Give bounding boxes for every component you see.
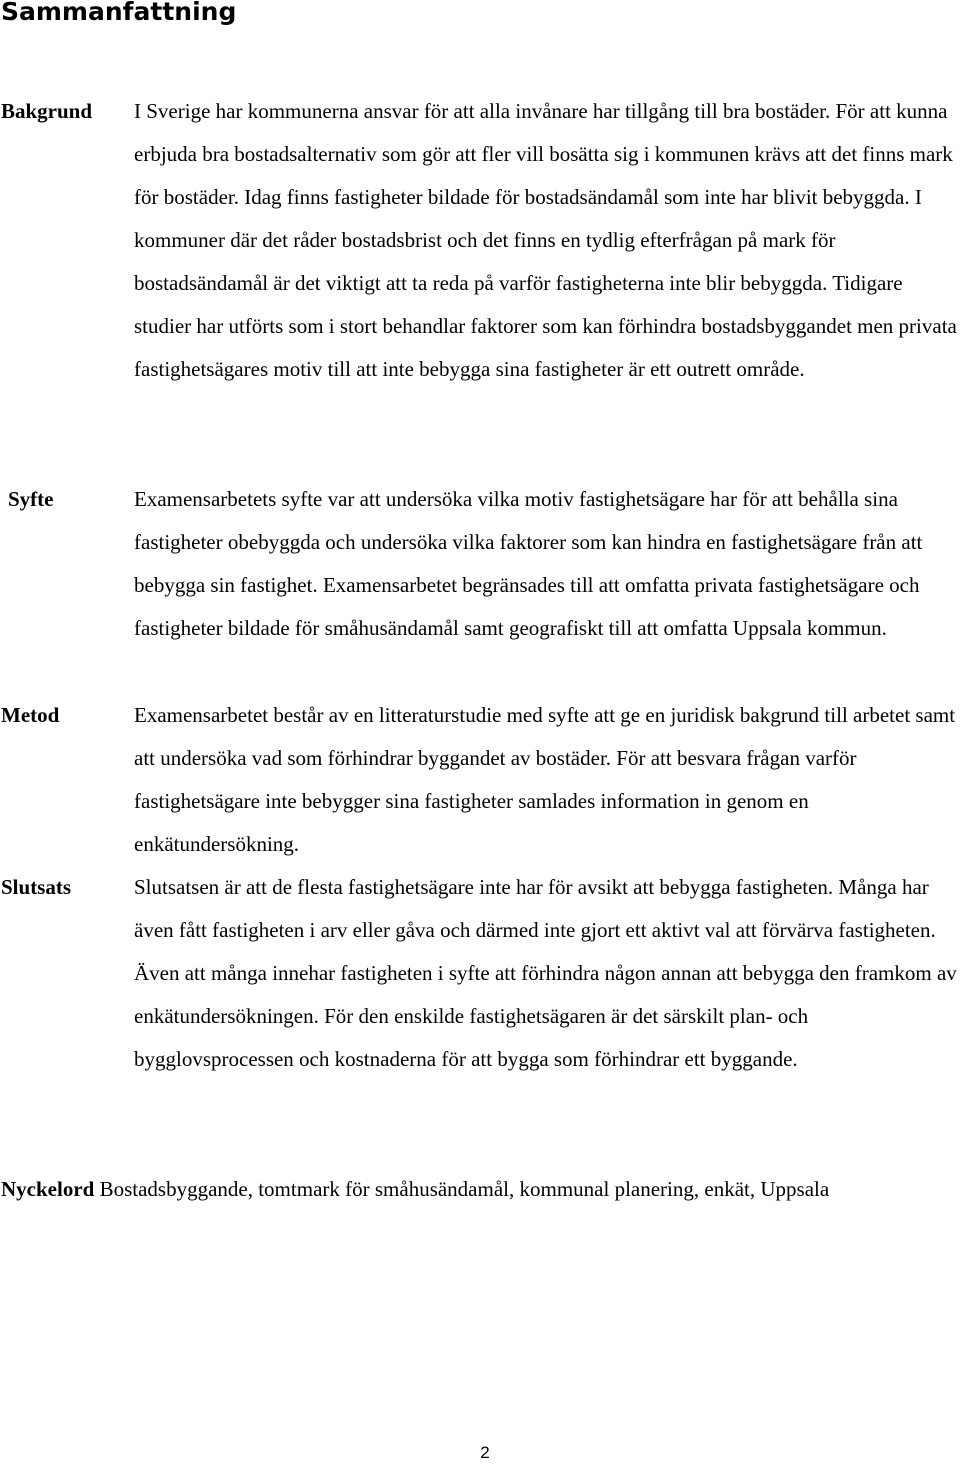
page-number: 2 — [480, 1443, 490, 1462]
section-text-slutsats: Slutsatsen är att de flesta fastighetsägare inte har för avsikt att bebygga fastigheten. Många har även fått fastigheten i arv eller gåva och därmed inte gjort ett aktivt val att förvärva fastigheten. Även att många innehar fastigheten i syfte att förhindra någon annan att bebygga den framkom av enkätundersökningen. För den enskilde fastighetsägaren är det särskilt plan- och bygglovsprocessen och kostnaderna för att bygga som förhindrar ett byggande. — [134, 875, 957, 1071]
section-text-bakgrund: I Sverige har kommunerna ansvar för att alla invånare har tillgång till bra bostäder. För att kunna erbjuda bra bostadsalternativ som gör att fler vill bosätta sig i kommunen krävs att det finns mark för bostäder. Idag finns fastigheter bildade för bostadsändamål som inte har blivit bebyggda. I kommuner där det råder bostadsbrist och det finns en tydlig efterfrågan på mark för bostadsändamål är det viktigt att ta reda på varför fastigheterna inte blir bebyggda. Tidigare studier har utförts som i stort behandlar faktorer som kan förhindra bostadsbyggandet men privata fastighetsägares motiv till att inte bebygga sina fastigheter är ett outrett område. — [134, 99, 957, 381]
section-label-bakgrund: Bakgrund — [1, 99, 93, 123]
section-label-metod: Metod — [1, 703, 60, 727]
section-text-syfte: Examensarbetets syfte var att undersöka vilka motiv fastighetsägare har för att behålla sina fastigheter obebyggda och undersöka vilka faktorer som kan hindra en fastighetsägare från att bebygga sin fastighet. Examensarbetet begränsades till att omfatta privata fastighetsägare och fastigheter bildade för småhusändamål samt geografiskt till att omfatta Uppsala kommun. — [134, 487, 923, 640]
keywords-paragraph — [1, 1168, 960, 1211]
section-text-metod: Examensarbetet består av en litteraturstudie med syfte att ge en juridisk bakgrund till arbetet samt att undersöka vad som förhindrar byggandet av bostäder. För att besvara frågan varför fastighetsägare inte bebygger sina fastigheter samlades information in genom en enkätundersökning. — [134, 703, 956, 856]
section-label-slutsats: Slutsats — [1, 875, 72, 899]
keywords-text: Bostadsbyggande, tomtmark för småhusändamål, kommunal planering, enkät, Uppsala — [99, 1177, 830, 1201]
section-label-syfte: Syfte — [8, 487, 54, 511]
page-title: Sammanfattning — [1, 0, 237, 26]
keywords-label: Nyckelord — [1, 1177, 95, 1201]
